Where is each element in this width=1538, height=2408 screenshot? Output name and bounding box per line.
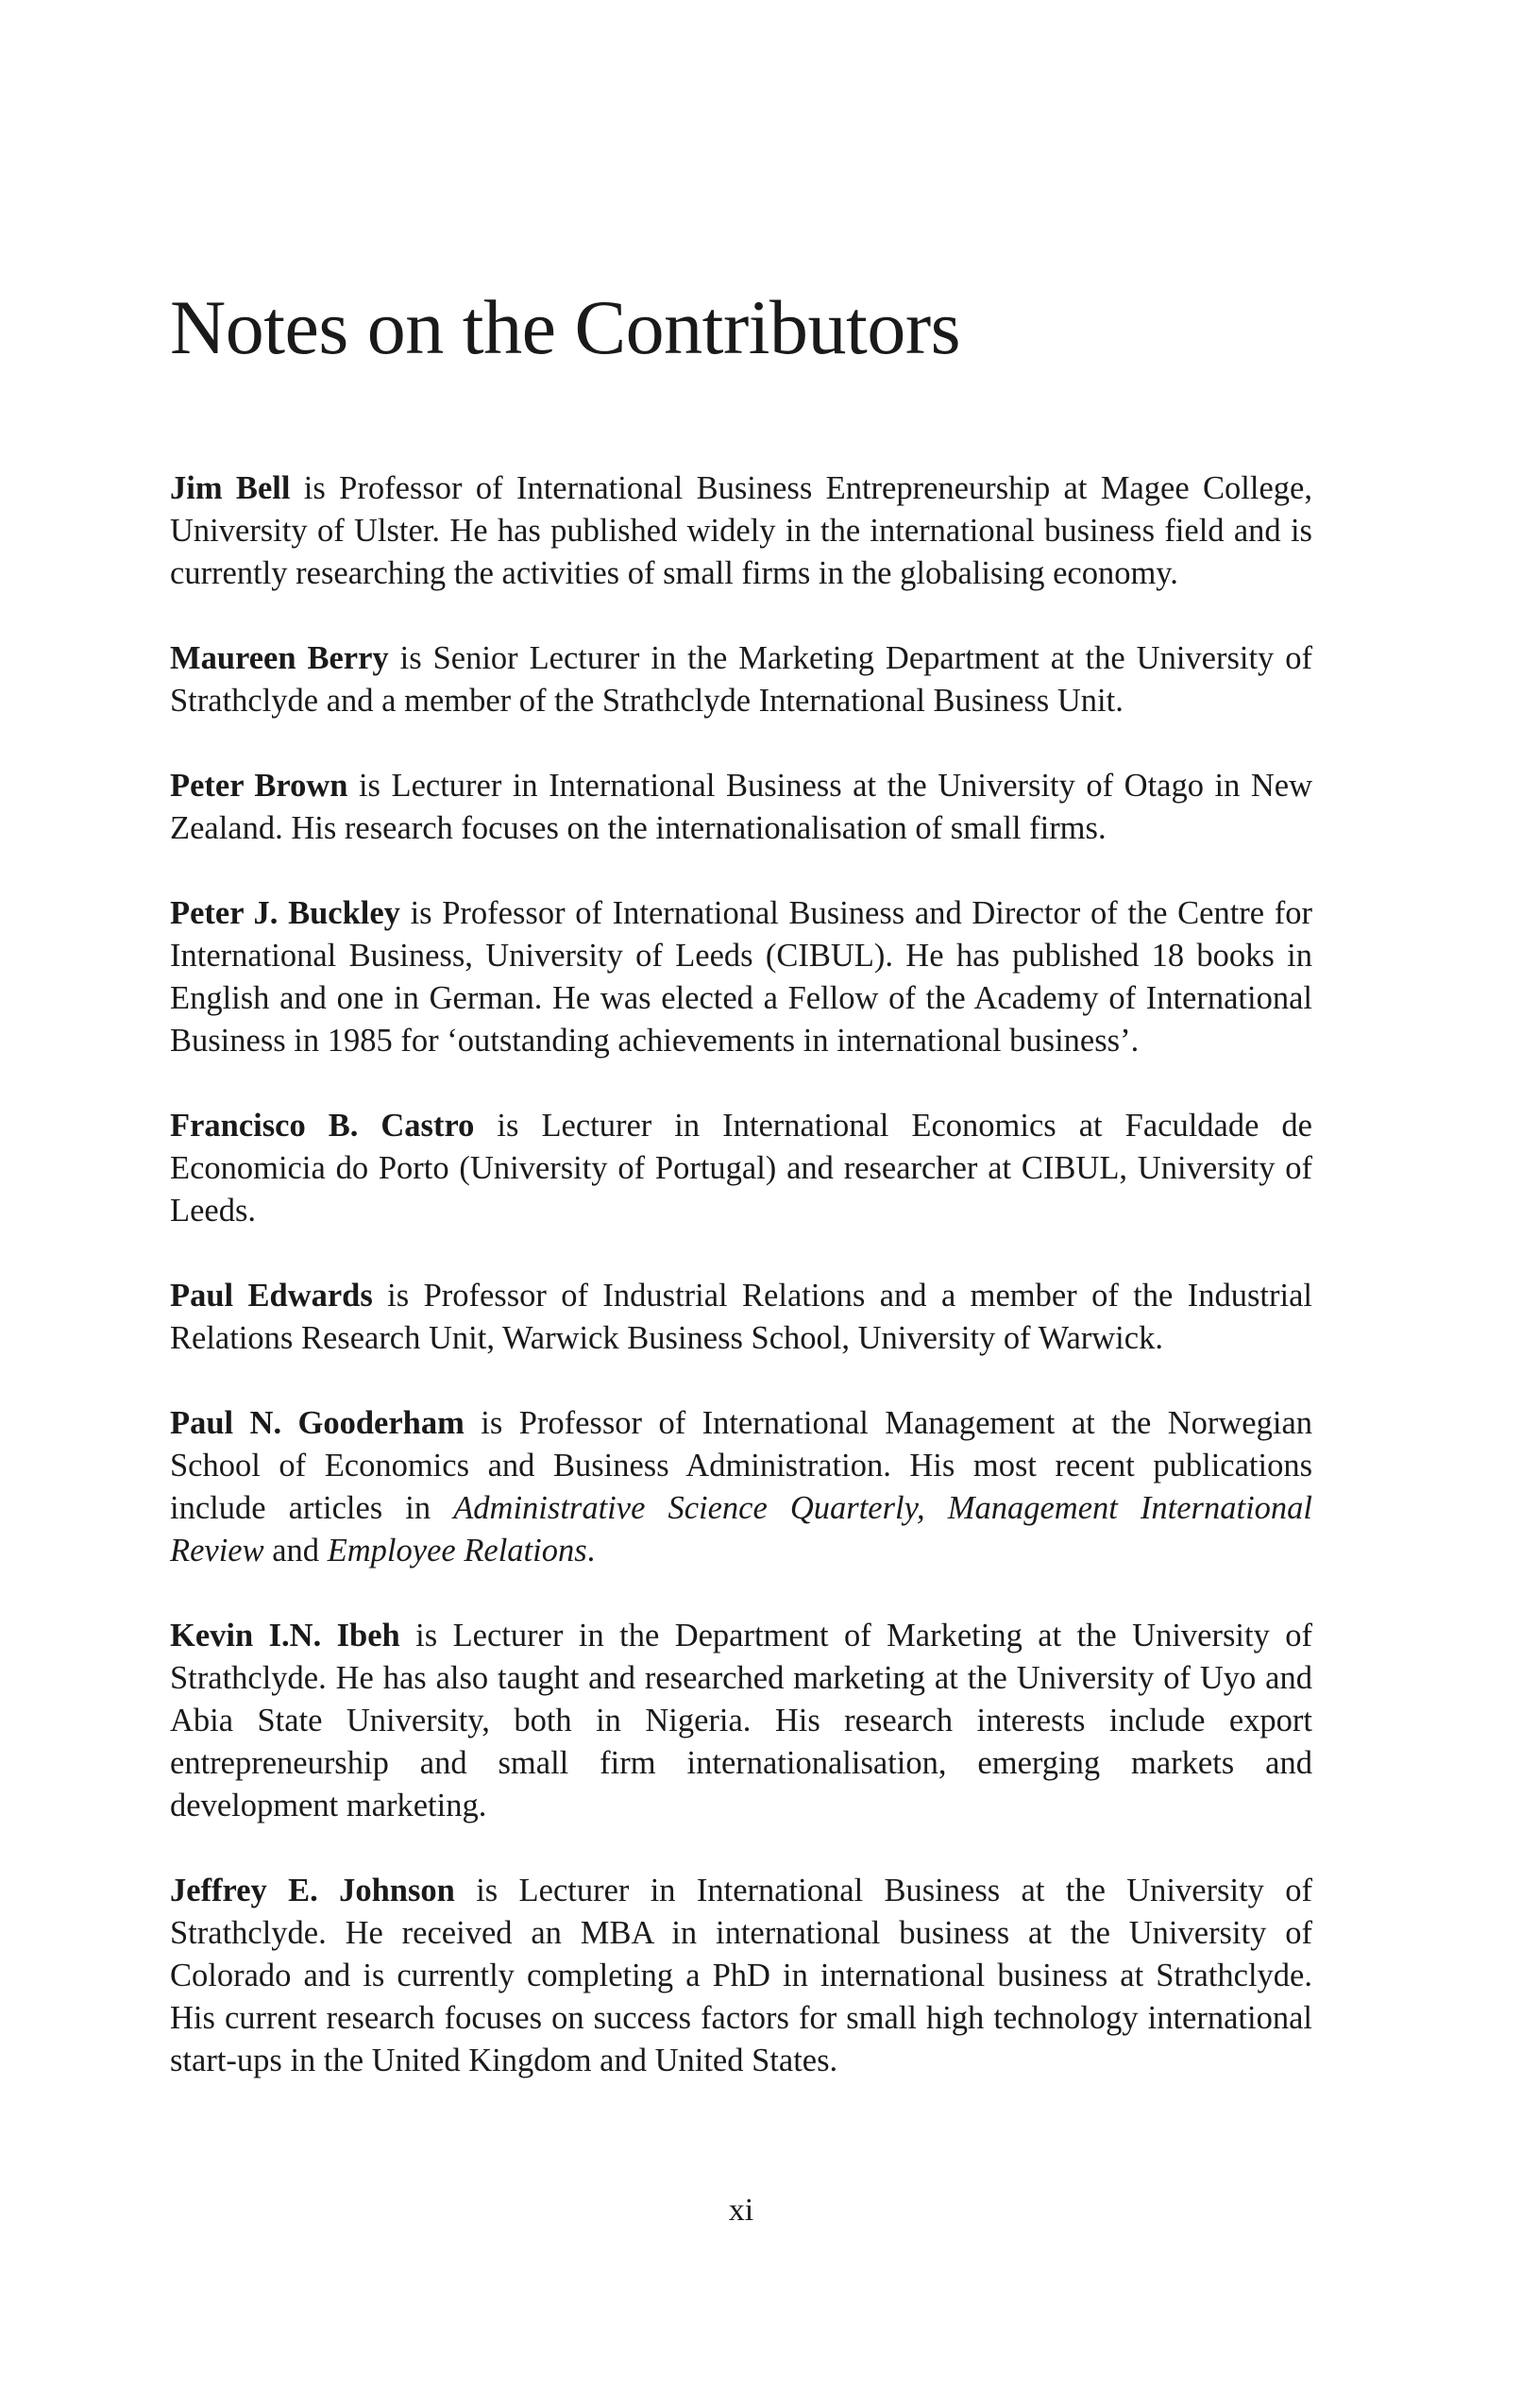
contributor-name: Peter Brown [170, 768, 348, 804]
contributor-entry [170, 1275, 1312, 1360]
contributor-bio-cont: and [263, 1533, 328, 1569]
contributor-entry [170, 1870, 1312, 2082]
contributor-bio-end: . [586, 1533, 596, 1569]
contributor-name: Paul N. Gooderham [170, 1405, 465, 1441]
contributor-name: Kevin I.N. Ibeh [170, 1618, 400, 1653]
contributor-bio: is Professor of International Management at the Norwegian School of Economics and Business Administration. His most recent publications include articles in [170, 1405, 1313, 1526]
contributor-bio: is Professor of International Business Entrepreneurship at Magee College, University of Ulster. He has published widely in the international business field and is currently researching the activities of small firms in the globalising economy. [170, 470, 1312, 591]
contributors-list [170, 467, 1312, 2125]
contributor-bio: is Lecturer in International Business at the University of Strathclyde. He received an MBA in international business at the University of Colorado and is currently completing a PhD in international business at Strathclyde. His current research focuses on success factors for small high technology international start-ups in the United Kingdom and United States. [170, 1873, 1312, 2078]
contributor-bio: is Lecturer in International Economics at Faculdade de Economicia do Porto (University of Portugal) and researcher at CIBUL, University of Leeds. [170, 1108, 1312, 1229]
contributor-bio: is Lecturer in the Department of Marketing at the University of Strathclyde. He has also taught and researched marketing at the University of Uyo and Abia State University, both in Nigeria. His research interests include export entrepreneurship and small firm internationalisation, emerging markets and development marketing. [170, 1618, 1312, 1823]
contributor-bio: is Lecturer in International Business at the University of Otago in New Zealand. His research focuses on the internationalisation of small firms. [170, 768, 1312, 846]
contributor-entry [170, 1402, 1312, 1572]
contributor-name: Paul Edwards [170, 1278, 373, 1314]
contributor-entry [170, 892, 1312, 1062]
contributor-name: Jeffrey E. Johnson [170, 1873, 455, 1908]
contributor-entry [170, 1105, 1312, 1232]
contributor-name: Jim Bell [170, 470, 291, 506]
journal-titles: Administrative Science Quarterly, Management International Review [170, 1490, 1312, 1569]
contributor-entry [170, 1615, 1312, 1827]
contributor-bio: is Senior Lecturer in the Marketing Department at the University of Strathclyde and a member of the Strathclyde International Business Unit. [170, 640, 1312, 719]
contributor-bio: is Professor of International Business and Director of the Centre for International Business, University of Leeds (CIBUL). He has published 18 books in English and one in German. He was elected a Fellow of the Academy of International Business in 1985 for ‘outstanding achievements in international business’. [170, 895, 1312, 1059]
journal-title: Employee Relations [327, 1533, 587, 1569]
contributor-name: Peter J. Buckley [170, 895, 400, 931]
contributor-entry [170, 765, 1312, 850]
page-title: Notes on the Contributors [170, 284, 961, 370]
contributor-bio: is Professor of Industrial Relations and a member of the Industrial Relations Research Unit, Warwick Business School, University of Warwick. [170, 1278, 1312, 1356]
contributor-name: Maureen Berry [170, 640, 389, 676]
contributor-entry [170, 637, 1312, 722]
contributor-entry [170, 467, 1312, 595]
page-number: xi [728, 2193, 754, 2228]
contributor-name: Francisco B. Castro [170, 1108, 475, 1144]
